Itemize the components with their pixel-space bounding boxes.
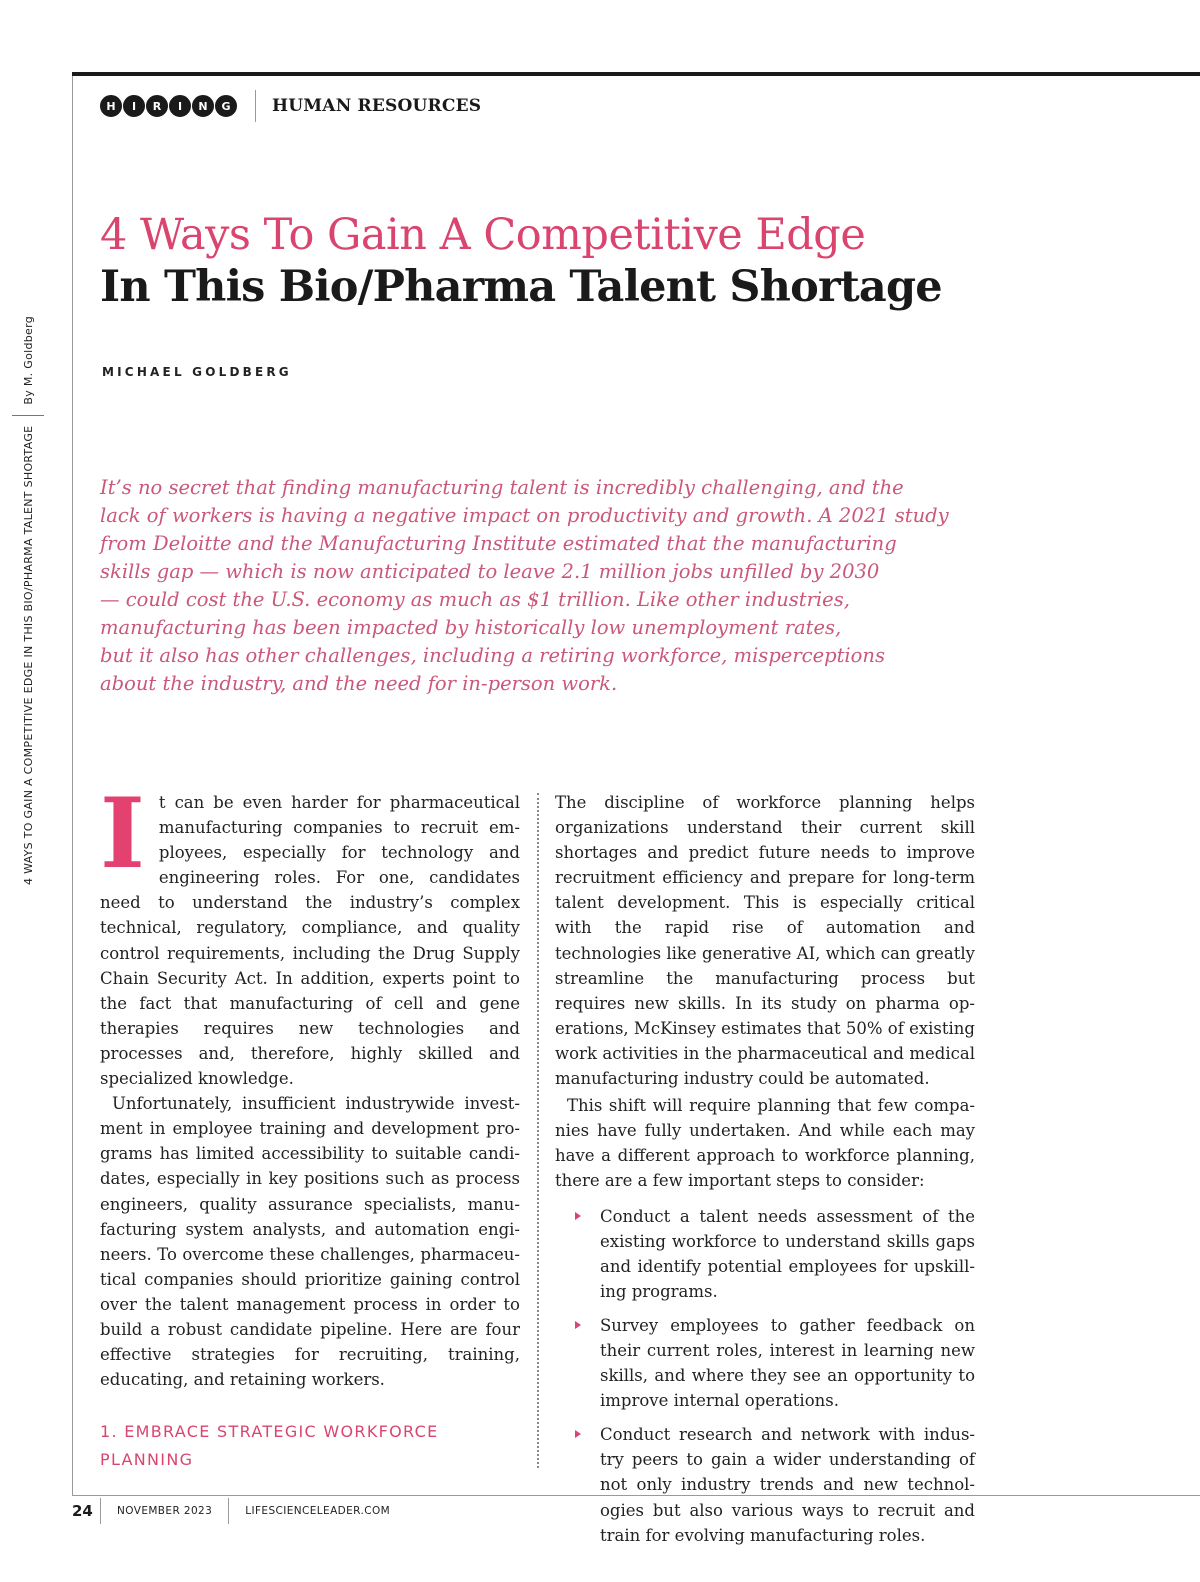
top-rule <box>72 72 1200 76</box>
intro-line: It’s no secret that finding manufacturing talent is incredibly challenging, and the <box>100 476 904 499</box>
section-subhead: 1. EMBRACE STRATEGIC WORKFORCE PLANNING <box>100 1422 439 1470</box>
body-paragraph: Unfortunately, insufficient industrywide investment in employee training and development programs has limited accessibility to suitable candidates, especially in key positions such as process engineers, quality assurance specialists, manufacturing system analysts, and automation engineers. To overcome these challenges, pharmaceutical companies should prioritize gaining control over the talent management process in order to build a robust candidate pipeline. Here are four effective strategies for recruiting, training, educating, and retaining workers. <box>100 1094 520 1390</box>
steps-list <box>555 1204 975 1548</box>
issue-date: NOVEMBER 2023 <box>117 1505 213 1517</box>
article-title-line2: In This Bio/Pharma Talent Shortage <box>100 262 942 312</box>
intro-line: manufacturing has been impacted by historically low unemployment rates, <box>100 616 842 639</box>
body-column-left <box>100 777 520 1474</box>
badge-letter: H <box>100 95 122 117</box>
section-header <box>100 90 481 122</box>
body-paragraph-continued: The discipline of workforce planning helps organizations understand their current skill shortages and predict future needs to improve recruitment efficiency and prepare for long-term talent development. This is especially critical with the rapid rise of automation and technologies like generative AI, which can greatly streamline the manufacturing process but requires new skills. In its study on pharma operations, McKinsey estimates that 50% of existing work activities in the pharmaceutical and medical manufacturing industry could be automated. <box>555 793 975 1089</box>
body-paragraph: This shift will require planning that few companies have fully undertaken. And while each may have a different approach to workforce planning, there are a few important steps to consider: <box>555 1096 975 1191</box>
intro-line: about the industry, and the need for in-person work. <box>100 672 618 695</box>
intro-line: lack of workers is having a negative impact on productivity and growth. A 2021 study <box>100 504 949 527</box>
badge-letter: R <box>146 95 168 117</box>
author-byline: MICHAEL GOLDBERG <box>102 365 292 379</box>
drop-cap: I <box>100 777 145 890</box>
intro-deck <box>100 474 1000 698</box>
footer-divider <box>228 1498 229 1524</box>
body-paragraph <box>100 777 520 1091</box>
intro-line: from Deloitte and the Manufacturing Institute estimated that the manufacturing <box>100 532 897 555</box>
hiring-badge <box>100 95 237 117</box>
badge-letter: I <box>123 95 145 117</box>
footer-divider <box>100 1498 101 1524</box>
intro-line: but it also has other challenges, including a retiring workforce, misperceptions <box>100 644 885 667</box>
intro-line: — could cost the U.S. economy as much as $1 trillion. Like other industries, <box>100 588 850 611</box>
running-title: 4 WAYS TO GAIN A COMPETITIVE EDGE IN THIS BIO/PHARMA TALENT SHORTAGE <box>21 425 35 885</box>
paragraph-text: t can be even harder for pharmaceutical manufacturing companies to recruit employees, especially for technology and engineering roles. For one, candidates need to understand the industry’s complex technical, regulatory, compliance, and quality control requirements, including the Drug Supply Chain Security Act. In addition, experts point to the fact that manufacturing of cell and gene therapies requires new technologies and processes and, therefore, highly skilled and specialized knowledge. <box>100 793 520 1089</box>
site-url: LIFESCIENCELEADER.COM <box>245 1505 391 1517</box>
running-title-separator <box>12 415 44 416</box>
intro-line: skills gap — which is now anticipated to leave 2.1 million jobs unfilled by 2030 <box>100 560 880 583</box>
list-item: Conduct a talent needs assessment of the existing workforce to understand skills gaps and identify potential employees for upskilling programs. <box>555 1204 975 1304</box>
badge-letter: N <box>192 95 214 117</box>
page-footer <box>72 1497 390 1525</box>
badge-letter: G <box>215 95 237 117</box>
section-label: HUMAN RESOURCES <box>272 96 482 116</box>
vertical-running-title <box>20 316 36 885</box>
header-divider <box>255 90 256 122</box>
column-divider <box>537 793 539 1468</box>
left-rule <box>72 76 73 1496</box>
list-item: Conduct research and network with industry peers to gain a wider understanding of not only industry trends and new technologies but also various ways to recruit and train for evolving manufacturing roles. <box>555 1422 975 1547</box>
article-title-line1: 4 Ways To Gain A Competitive Edge <box>100 210 866 260</box>
body-column-right <box>555 790 975 1557</box>
page-number: 24 <box>72 1502 93 1520</box>
list-item: Survey employees to gather feedback on their current roles, interest in learning new skills, and where they see an opportunity to improve internal operations. <box>555 1313 975 1413</box>
badge-letter: I <box>169 95 191 117</box>
running-author: By M. Goldberg <box>21 315 35 405</box>
